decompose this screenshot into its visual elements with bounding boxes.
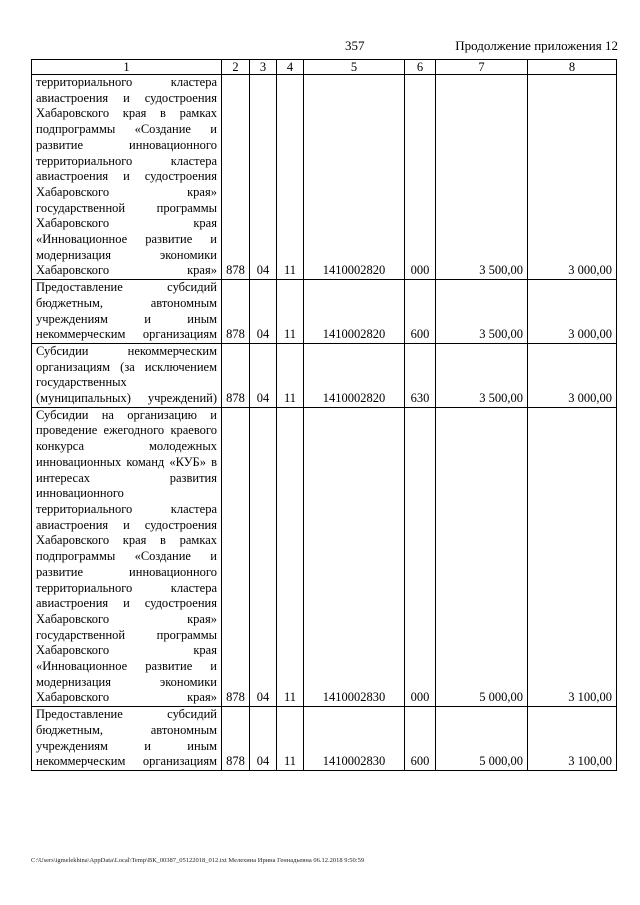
cell-section: 04 <box>250 707 277 771</box>
table-row <box>32 75 617 280</box>
cell-expense-type: 630 <box>405 343 436 407</box>
column-header: 6 <box>405 60 436 75</box>
column-header: 3 <box>250 60 277 75</box>
cell-target-article: 1410002830 <box>304 407 405 706</box>
table-header-row <box>32 60 617 75</box>
column-header: 7 <box>436 60 528 75</box>
cell-ministry-code: 878 <box>222 707 250 771</box>
cell-amount-2: 3 000,00 <box>528 280 617 344</box>
cell-section: 04 <box>250 343 277 407</box>
appendix-label: Продолжение приложения 12 <box>455 38 618 53</box>
cell-expense-type: 600 <box>405 707 436 771</box>
cell-amount-1: 5 000,00 <box>436 407 528 706</box>
cell-subsection: 11 <box>277 707 304 771</box>
page-number: 357 <box>345 38 365 53</box>
file-path-footer: C:\Users\igmelekhina\AppData\Local\Temp\ВК_00387_05122018_012.txt Мелехина Ирина Геннадьевна 06.12.2018 9:50:59 <box>31 857 365 864</box>
table-row <box>32 343 617 407</box>
cell-section: 04 <box>250 407 277 706</box>
table-row <box>32 707 617 771</box>
cell-amount-1: 3 500,00 <box>436 343 528 407</box>
table-row <box>32 407 617 706</box>
cell-amount-2: 3 000,00 <box>528 343 617 407</box>
column-header: 4 <box>277 60 304 75</box>
cell-subsection: 11 <box>277 75 304 280</box>
cell-amount-2: 3 000,00 <box>528 75 617 280</box>
cell-subsection: 11 <box>277 407 304 706</box>
cell-target-article: 1410002830 <box>304 707 405 771</box>
row-description: Субсидии некоммерческим организациям (за исключением государственных (муниципальных) учреждений) <box>32 343 222 407</box>
cell-target-article: 1410002820 <box>304 75 405 280</box>
cell-ministry-code: 878 <box>222 407 250 706</box>
cell-amount-2: 3 100,00 <box>528 707 617 771</box>
cell-expense-type: 000 <box>405 407 436 706</box>
cell-target-article: 1410002820 <box>304 343 405 407</box>
cell-ministry-code: 878 <box>222 75 250 280</box>
budget-table <box>31 59 617 771</box>
cell-subsection: 11 <box>277 343 304 407</box>
column-header: 1 <box>32 60 222 75</box>
cell-expense-type: 000 <box>405 75 436 280</box>
row-description: Предоставление субсидий бюджетным, автономным учреждениям и иным некоммерческим организациям <box>32 707 222 771</box>
row-description: Субсидии на организацию и проведение ежегодного краевого конкурса молодежных инновационных команд «КУБ» в интересах развития инновационного территориального кластера авиастроения и судостроения Хабаровского края в рамках подпрограммы «Создание и развитие инновационного территориального кластера авиастроения и судостроения Хабаровского края» государственной программы Хабаровского края «Инновационное развитие и модернизация экономики Хабаровского края» <box>32 407 222 706</box>
cell-ministry-code: 878 <box>222 280 250 344</box>
row-description: территориального кластера авиастроения и судостроения Хабаровского края в рамках подпрограммы «Создание и развитие инновационного территориального кластера авиастроения и судостроения Хабаровского края» государственной программы Хабаровского края «Инновационное развитие и модернизация экономики Хабаровского края» <box>32 75 222 280</box>
column-header: 2 <box>222 60 250 75</box>
cell-target-article: 1410002820 <box>304 280 405 344</box>
cell-amount-1: 3 500,00 <box>436 280 528 344</box>
cell-subsection: 11 <box>277 280 304 344</box>
cell-amount-1: 3 500,00 <box>436 75 528 280</box>
cell-expense-type: 600 <box>405 280 436 344</box>
cell-amount-1: 5 000,00 <box>436 707 528 771</box>
column-header: 5 <box>304 60 405 75</box>
cell-ministry-code: 878 <box>222 343 250 407</box>
cell-section: 04 <box>250 280 277 344</box>
row-description: Предоставление субсидий бюджетным, автономным учреждениям и иным некоммерческим организациям <box>32 280 222 344</box>
table-row <box>32 280 617 344</box>
cell-amount-2: 3 100,00 <box>528 407 617 706</box>
column-header: 8 <box>528 60 617 75</box>
cell-section: 04 <box>250 75 277 280</box>
